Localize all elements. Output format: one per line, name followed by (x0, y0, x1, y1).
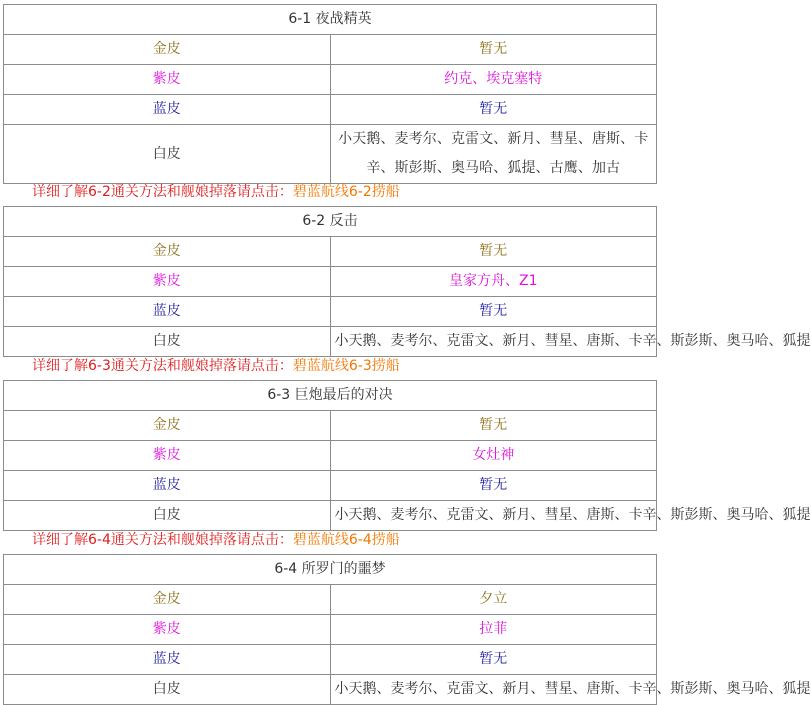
ship-list-blue: 暂无 (330, 95, 657, 125)
tier-label-gold: 金皮 (4, 585, 331, 615)
table-row-purple (4, 441, 657, 471)
table-row-white (4, 125, 657, 184)
table-row-white (4, 501, 657, 531)
table-row-gold (4, 35, 657, 65)
tier-label-blue: 蓝皮 (4, 471, 331, 501)
tier-label-blue: 蓝皮 (4, 645, 331, 675)
ship-list-white: 小天鹅、麦考尔、克雷文、新月、彗星、唐斯、卡辛、斯彭斯、奥马哈、狐提 (330, 675, 657, 705)
table-title: 6-2 反击 (4, 207, 657, 237)
table-row-gold (4, 237, 657, 267)
ship-list-gold: 暂无 (330, 35, 657, 65)
guide-link-text: 详细了解6-4通关方法和舰娘掉落请点击： (32, 532, 293, 548)
table-title-row (4, 5, 657, 35)
tier-label-purple: 紫皮 (4, 267, 331, 297)
guide-link-line-6-2 (32, 181, 400, 203)
tier-label-blue: 蓝皮 (4, 297, 331, 327)
tier-label-purple: 紫皮 (4, 441, 331, 471)
table-row-blue (4, 645, 657, 675)
table-row-blue (4, 95, 657, 125)
tier-label-white: 白皮 (4, 501, 331, 531)
drop-table-6-2 (3, 206, 811, 357)
table-title-row (4, 381, 657, 411)
tier-label-white: 白皮 (4, 327, 331, 357)
ship-list-purple: 拉菲 (330, 615, 657, 645)
table-title: 6-1 夜战精英 (4, 5, 657, 35)
table-title-row (4, 555, 657, 585)
guide-link-line-6-3 (32, 355, 400, 377)
table-row-purple (4, 65, 657, 95)
tier-label-purple: 紫皮 (4, 65, 331, 95)
ship-list-purple: 约克、埃克塞特 (330, 65, 657, 95)
ship-list-white: 小天鹅、麦考尔、克雷文、新月、彗星、唐斯、卡辛、斯彭斯、奥马哈、狐提 (330, 501, 657, 531)
table-title-row (4, 207, 657, 237)
table-row-gold (4, 411, 657, 441)
table-row-purple (4, 615, 657, 645)
table-title: 6-4 所罗门的噩梦 (4, 555, 657, 585)
ship-list-gold: 暂无 (330, 411, 657, 441)
ship-list-gold: 暂无 (330, 237, 657, 267)
drop-table-6-1 (3, 4, 657, 184)
ship-list-white: 小天鹅、麦考尔、克雷文、新月、彗星、唐斯、卡辛、斯彭斯、奥马哈、狐提、古鹰、加古 (330, 125, 657, 184)
tier-label-blue: 蓝皮 (4, 95, 331, 125)
ship-list-blue: 暂无 (330, 471, 657, 501)
guide-link-6-3[interactable]: 碧蓝航线6-3捞船 (292, 358, 400, 374)
tier-label-gold: 金皮 (4, 411, 331, 441)
guide-link-line-6-4 (32, 529, 400, 551)
table-row-gold (4, 585, 657, 615)
table-row-white (4, 675, 657, 705)
drop-table-6-3 (3, 380, 811, 531)
table-title: 6-3 巨炮最后的对决 (4, 381, 657, 411)
table-row-white (4, 327, 657, 357)
drop-table-6-4 (3, 554, 811, 705)
ship-list-purple: 女灶神 (330, 441, 657, 471)
guide-link-text: 详细了解6-3通关方法和舰娘掉落请点击： (32, 358, 293, 374)
guide-link-text: 详细了解6-2通关方法和舰娘掉落请点击： (32, 184, 293, 200)
guide-link-6-4[interactable]: 碧蓝航线6-4捞船 (292, 532, 400, 548)
table-row-blue (4, 297, 657, 327)
ship-list-white: 小天鹅、麦考尔、克雷文、新月、彗星、唐斯、卡辛、斯彭斯、奥马哈、狐提 (330, 327, 657, 357)
table-row-purple (4, 267, 657, 297)
guide-link-6-2[interactable]: 碧蓝航线6-2捞船 (292, 184, 400, 200)
table-row-blue (4, 471, 657, 501)
ship-list-blue: 暂无 (330, 297, 657, 327)
tier-label-purple: 紫皮 (4, 615, 331, 645)
tier-label-white: 白皮 (4, 675, 331, 705)
tier-label-gold: 金皮 (4, 35, 331, 65)
tier-label-gold: 金皮 (4, 237, 331, 267)
ship-list-gold: 夕立 (330, 585, 657, 615)
ship-list-blue: 暂无 (330, 645, 657, 675)
tier-label-white: 白皮 (4, 125, 331, 184)
ship-list-purple: 皇家方舟、Z1 (330, 267, 657, 297)
